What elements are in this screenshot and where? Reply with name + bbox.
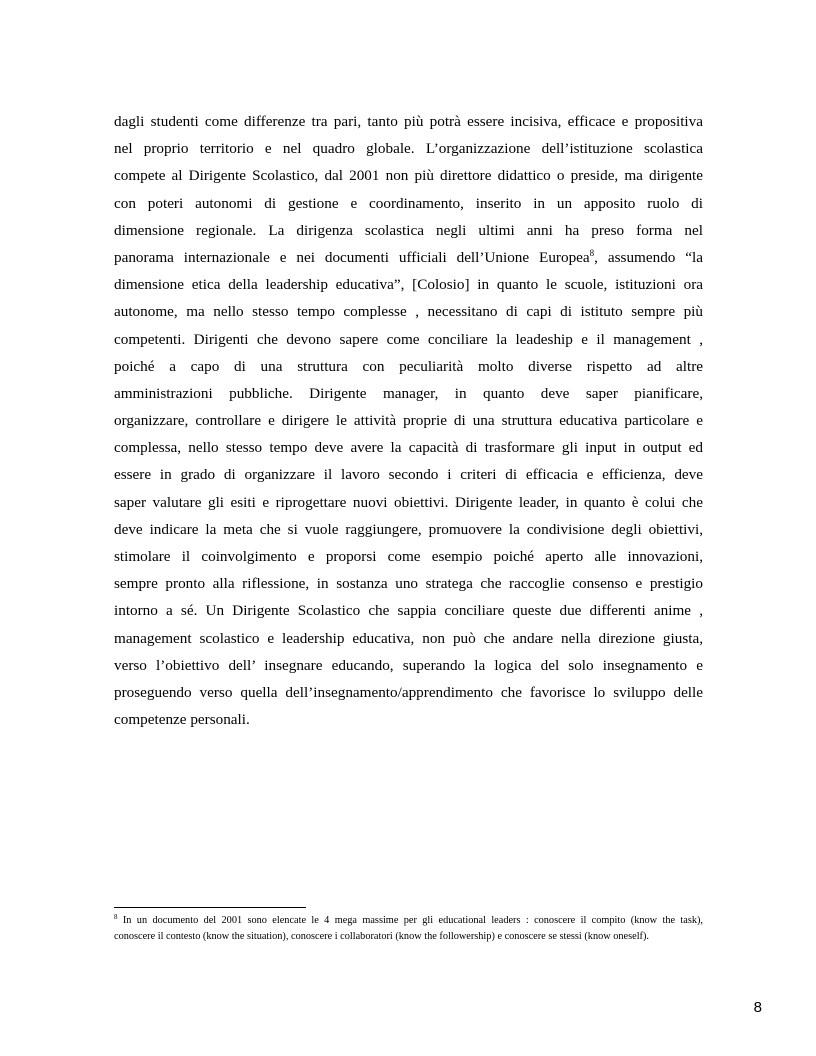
footnote-reference[interactable]: 8 — [589, 247, 595, 258]
text-line: compete al Dirigente Scolastico, dal 2001 non più direttore didattico o preside, ma dirigente — [114, 167, 703, 185]
text-line: dimensione etica della leadership educativa”, [Colosio] in quanto le scuole, istituzioni ora — [114, 276, 703, 294]
footnote-separator — [114, 907, 306, 908]
body-paragraph — [114, 108, 703, 733]
text-line-with-footnote-ref — [114, 244, 703, 271]
text-line: organizzare, controllare e dirigere le attività proprie di una struttura educativa particolare e — [114, 412, 703, 430]
text-line: competenti. Dirigenti che devono sapere come conciliare la leadeship e il management , — [114, 330, 703, 348]
text-line: amministrazioni pubbliche. Dirigente manager, in quanto deve saper pianificare, — [114, 384, 703, 402]
text-line: dimensione regionale. La dirigenza scolastica negli ultimi anni ha preso forma nel — [114, 221, 703, 239]
footnote-marker: 8 — [114, 913, 118, 921]
text-segment: , assumendo “la — [594, 248, 703, 266]
text-line: deve indicare la meta che si vuole raggiungere, promuovere la condivisione degli obiettivi, — [114, 520, 703, 538]
text-line: essere in grado di organizzare il lavoro secondo i criteri di efficacia e efficienza, deve — [114, 466, 703, 484]
text-line: autonome, ma nello stesso tempo complesse , necessitano di capi di istituto sempre più — [114, 303, 703, 321]
text-line: intorno a sé. Un Dirigente Scolastico che sappia conciliare queste due differenti anime , — [114, 602, 703, 620]
text-line: proseguendo verso quella dell’insegnamento/apprendimento che favorisce lo sviluppo delle — [114, 683, 703, 701]
text-line: nel proprio territorio e nel quadro globale. L’organizzazione dell’istituzione scolastica — [114, 140, 703, 158]
footnote-text: In un documento del 2001 sono elencate le 4 mega massime per gli educational leaders : conoscere il compito (know the task), — [117, 915, 703, 926]
text-line: competenze personali. — [114, 711, 250, 729]
text-line: con poteri autonomi di gestione e coordinamento, inserito in un apposito ruolo di — [114, 194, 703, 212]
text-line: poiché a capo di una struttura con peculiarità molto diverse rispetto ad altre — [114, 357, 703, 375]
page-number: 8 — [753, 999, 762, 1016]
footnote-line — [114, 913, 703, 929]
text-line: management scolastico e leadership educativa, non può che andare nella direzione giusta, — [114, 629, 703, 647]
text-line: stimolare il coinvolgimento e proporsi come esempio poiché aperto alle innovazioni, — [114, 548, 703, 565]
footnote-line: conoscere il contesto (know the situation), conoscere i collaboratori (know the followership) e conoscere se stessi (know oneself). — [114, 930, 649, 942]
text-line: dagli studenti come differenze tra pari, tanto più potrà essere incisiva, efficace e propositiva — [114, 113, 703, 130]
text-line: complessa, nello stesso tempo deve avere la capacità di trasformare gli input in output ed — [114, 439, 703, 457]
text-line: sempre pronto alla riflessione, in sostanza uno stratega che raccoglie consenso e prestigio — [114, 575, 703, 593]
text-segment: panorama internazionale e nei documenti ufficiali dell’Unione Europea — [114, 248, 590, 266]
footnote — [114, 913, 703, 944]
text-line: saper valutare gli esiti e riprogettare nuovi obiettivi. Dirigente leader, in quanto è colui che — [114, 493, 703, 511]
text-line: verso l’obiettivo dell’ insegnare educando, superando la logica del solo insegnamento e — [114, 656, 703, 674]
